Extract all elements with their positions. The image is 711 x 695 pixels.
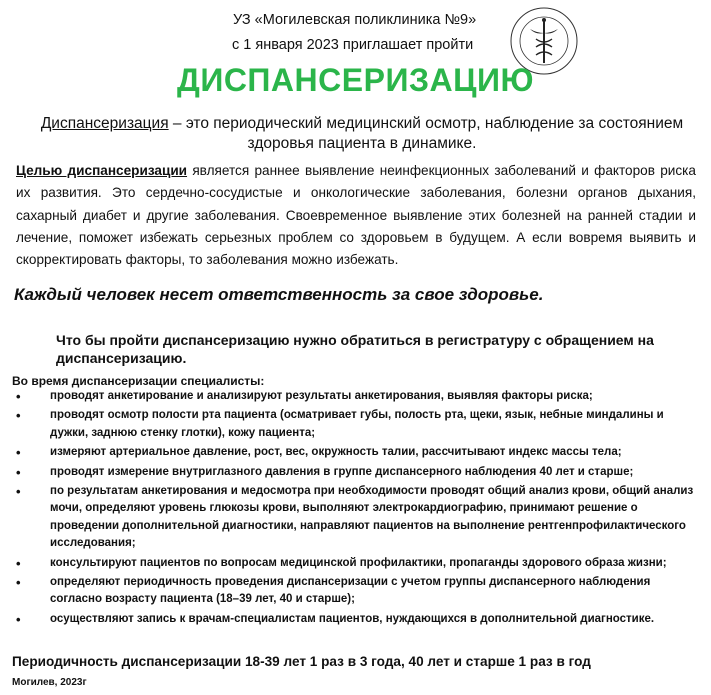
goal-text: является раннее выявление неинфекционных заболеваний и факторов риска их развития. Это сердечно-сосудистые и онкологические заболевания, болезни органов дыхания, сахарный диабет и другие заболевания. Своевременное выявление этих болезней на ранней стадии и лечение, поможет избежать серьезных проблем со здоровьем в будущем. А если вовремя выявить и скорректировать факторы, то заболевания можно избежать. xyxy=(16,163,696,268)
list-item: • проводят измерение внутриглазного давления в группе диспансерного наблюдения 40 лет и старше; xyxy=(12,464,698,481)
list-item: • измеряют артериальное давление, рост, вес, окружность талии, рассчитывают индекс массы тела; xyxy=(12,444,698,461)
list-item: • определяют периодичность проведения диспансеризации с учетом группы диспансерного наблюдения согласно возрасту пациента (18–39 лет, 40 и старше); xyxy=(12,574,698,609)
list-item: • проводят анкетирование и анализируют результаты анкетирования, выявляя факторы риска; xyxy=(12,388,698,405)
registration-instruction: Что бы пройти диспансеризацию нужно обратиться в регистратуру с обращением на диспансеризацию. xyxy=(56,332,654,366)
footer-location-date: Могилев, 2023г xyxy=(12,677,87,688)
header-line-1: УЗ «Могилевская поликлиника №9» xyxy=(233,12,477,28)
definition-text: – это периодический медицинский осмотр, наблюдение за состоянием здоровья пациента в динамике. xyxy=(168,115,684,152)
list-item: • по результатам анкетирования и медосмотра при необходимости проводят общий анализ крови, общий анализ мочи, определяют уровень глюкозы крови, выполняют электрокардиографию, принимают решение о проведении дополнительной диагностики, направляют пациентов на выполнение рентгенпрофилактического исследования; xyxy=(12,483,698,553)
goal-paragraph xyxy=(16,160,696,271)
definition-term: Диспансеризация xyxy=(40,115,169,132)
list-item: • осуществляют запись к врачам-специалистам пациентов, нуждающихся в дополнительной диагностике. xyxy=(12,611,698,628)
responsibility-slogan: Каждый человек несет ответственность за свое здоровье. xyxy=(14,285,544,304)
goal-lead: Целью диспансеризации xyxy=(16,163,188,178)
periodicity-note: Периодичность диспансеризации 18-39 лет 1 раз в 3 года, 40 лет и старше 1 раз в год xyxy=(12,654,591,669)
list-item: • консультируют пациентов по вопросам медицинской профилактики, пропаганды здорового образа жизни; xyxy=(12,555,698,572)
specialists-heading: Во время диспансеризации специалисты: xyxy=(12,374,265,388)
definition-paragraph xyxy=(36,114,688,154)
page-title: ДИСПАНСЕРИЗАЦИЮ xyxy=(177,62,534,98)
list-item: • проводят осмотр полости рта пациента (осматривает губы, полость рта, щеки, язык, небные миндалины и дужки, заднюю стенку глотки), кожу пациента; xyxy=(12,407,698,442)
specialists-list xyxy=(12,388,698,630)
header-line-2: с 1 января 2023 приглашает пройти xyxy=(232,37,474,53)
